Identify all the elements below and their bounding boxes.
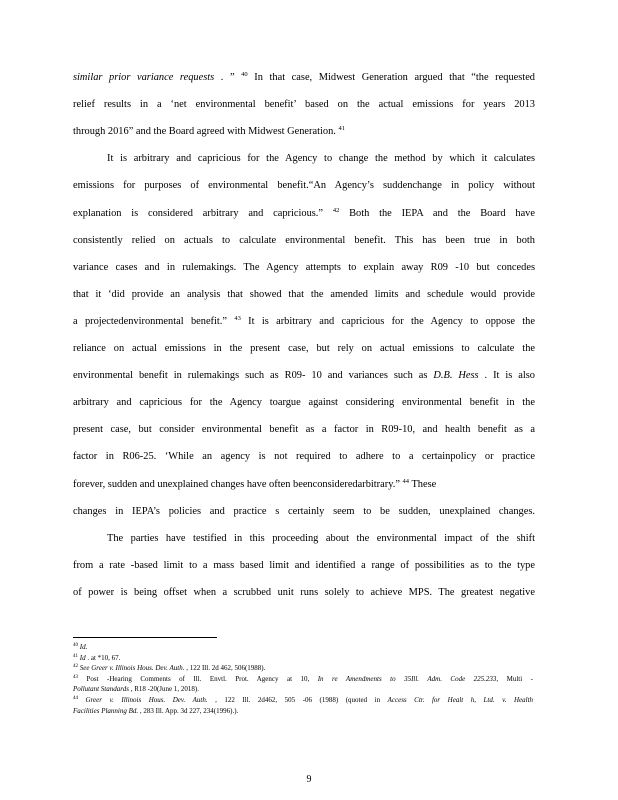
footnote-line [73, 654, 533, 663]
italic-text: D.B. Hess [433, 370, 479, 382]
footnote-line [73, 685, 533, 694]
text-run: . ” [214, 72, 242, 83]
body-line [73, 289, 535, 301]
text-run: emissions for purposes of environmental benefit.“An Agency’s suddenchange in policy without [73, 180, 535, 192]
page-number: 9 [306, 774, 312, 785]
italic-text: Access Ctr. for Healt h, Ltd. v. Health [387, 696, 534, 704]
text-run: reliance on actual emissions in the present case, but rely on actual emissions to calculate the [73, 343, 535, 354]
text-run: a projectedenvironmental benefit.” [73, 315, 235, 327]
text-run: factor in R06-25. ‘While an agency is not required to adhere to a certainpolicy or practice [73, 451, 535, 463]
text-run: variance cases and in rulemakings. The Agency attempts to explain away R09 -10 but concedes [73, 261, 535, 273]
body-line [73, 316, 535, 328]
italic-text: Facilities Planning Bd. [73, 706, 139, 715]
footnote-reference: 42 [73, 664, 78, 670]
text-run: , 122 Ill. 2d 462, 506(1988). [184, 664, 266, 673]
body-line [73, 262, 535, 274]
text-run: These [409, 478, 437, 490]
body-line [73, 424, 535, 436]
text-run: consistently relied on actuals to calculate environmental benefit. This has been true in both [73, 234, 535, 246]
footnote-line [73, 707, 533, 716]
body-line [73, 343, 535, 355]
footnote-separator [73, 637, 217, 638]
text-run: forever, sudden and unexplained changes have often beenconsideredarbitrary.” [73, 478, 403, 490]
text-run: , 122 Ill. 2d462, 505 -06 (1988) (quoted in [207, 696, 388, 704]
body-line [73, 479, 535, 491]
italic-text: Id. [79, 643, 88, 651]
text-run: from a rate -based limit to a mass based limit and identified a range of possibilities as to the type [73, 559, 535, 571]
footnote-line [73, 675, 533, 684]
italic-text: In re Amendments to 35Ill. Adm. Code 225.233, [317, 674, 499, 683]
text-run: present case, but consider environmental benefit as a factor in R09-10, and health benefit as a [73, 424, 535, 436]
body-line [73, 397, 535, 409]
body-line [73, 451, 535, 463]
text-run: , 283 Ill. App. 3d 227, 234(1996).). [138, 706, 239, 715]
footnote-reference: 40 [241, 71, 248, 78]
body-line [73, 370, 535, 382]
text-run: . at *10, 67. [85, 653, 121, 662]
text-run: relief results in a ‘net environmental benefit’ based on the actual emissions for years 2013 [73, 99, 535, 111]
body-line [107, 153, 535, 165]
footnote-reference: 43 [234, 314, 241, 322]
italic-text: similar prior variance requests [73, 72, 215, 83]
body-line [107, 533, 535, 545]
text-run: that it ‘did provide an analysis that showed that the amended limits and schedule would provide [73, 288, 535, 300]
text-run: The parties have testified in this proceeding about the environmental impact of the shift [107, 532, 535, 544]
footnote-line [73, 643, 533, 652]
footnote-reference: 41 [73, 653, 78, 659]
body-line [73, 506, 535, 518]
text-run: changes in IEPA’s policies and practice s certainly seem to be sudden, unexplained changes. [73, 505, 535, 517]
italic-text: See Greer v. Illinois Hous. Dev. Auth. [79, 664, 185, 673]
body-line [73, 208, 535, 220]
body-line [73, 180, 535, 192]
text-run: of power is being offset when a scrubbed unit runs solely to achieve MPS. The greatest negative [73, 586, 535, 598]
body-line [73, 126, 535, 138]
text-run: It is arbitrary and capricious for the Agency to oppose the [240, 315, 535, 327]
text-run: , R18 -20(June 1, 2018). [128, 685, 199, 694]
text-run: It is arbitrary and capricious for the Agency to change the method by which it calculates [107, 153, 535, 165]
italic-text: Pollutant Standards [73, 685, 129, 694]
text-run: Post -Hearing Comments of Ill. Envtl. Prot. Agency at 10, [78, 674, 318, 683]
footnote-reference: 43 [73, 674, 78, 680]
body-line [73, 235, 535, 247]
text-run: arbitrary and capricious for the Agency toargue against considering environmental benefit in the [73, 397, 535, 409]
body-line [73, 560, 535, 572]
footnote-line [73, 664, 533, 673]
footnote-line [73, 696, 533, 705]
footnote-reference: 44 [73, 696, 78, 701]
text-run: . It is also [478, 370, 535, 382]
italic-text: Greer v. Illinois Hous. Dev. Auth. [85, 696, 208, 704]
body-line [73, 99, 535, 111]
text-run: environmental benefit in rulemakings such as R09- 10 and variances such as [73, 370, 434, 382]
text-run: explanation is considered arbitrary and capricious.” [73, 207, 333, 219]
italic-text: Id [79, 653, 86, 662]
footnote-reference: 40 [73, 643, 78, 648]
text-run [78, 696, 86, 704]
footnote-reference: 42 [332, 206, 340, 214]
text-run: Both the IEPA and the Board have [339, 207, 535, 219]
text-run: In that case, Midwest Generation argued that “the requested [247, 72, 535, 83]
text-run: Multi - [498, 674, 533, 683]
footnote-reference: 44 [402, 477, 410, 485]
body-line [73, 587, 535, 599]
body-line [73, 72, 535, 84]
footnote-reference: 41 [338, 125, 345, 133]
text-run: through 2016” and the Board agreed with Midwest Generation. [73, 126, 339, 138]
